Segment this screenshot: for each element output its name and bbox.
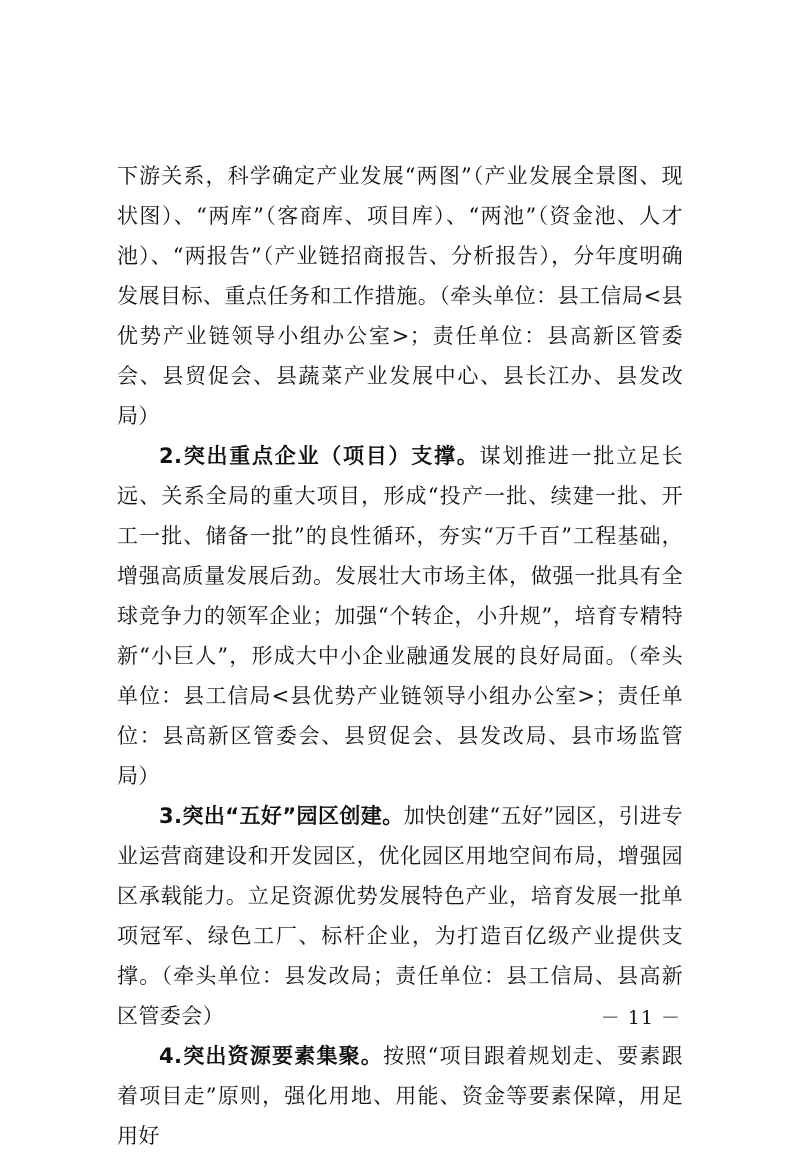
paragraph-text: 按照“项目跟着规划走、要素跟着项目走”原则，强化用地、用能、资金等要素保障，用足用好: [117, 1044, 683, 1148]
paragraph-heading: 4.突出资源要素集聚。: [159, 1044, 384, 1068]
paragraph-text: 谋划推进一批立足长远、关系全局的重大项目，形成“投产一批、续建一批、开工一批、储备一批”的良性循环，夯实“万千百”工程基础，增强高质量发展后劲。发展壮大市场主体，做强一批具有全球竞争力的领军企业；加强“个转企，小升规”，培育专精特新“小巨人”，形成大中小企业融通发展的良好局面。（牵头单位：县工信局<县优势产业链领导小组办公室>；责任单位：县高新区管委会、县贸促会、县发改局、县市场监管局）: [117, 444, 683, 788]
paragraph-heading: 2.突出重点企业（项目）支撑。: [159, 444, 480, 468]
body-text: [117, 156, 683, 1156]
paragraph-resource-factors: [117, 1036, 683, 1156]
paragraph-text: 下游关系，科学确定产业发展“两图”（产业发展全景图、现状图）、“两库”（客商库、项目库）、“两池”（资金池、人才池）、“两报告”（产业链招商报告、分析报告），分年度明确发展目标、重点任务和工作措施。（牵头单位：县工信局<县优势产业链领导小组办公室>；责任单位：县高新区管委会、县贸促会、县蔬菜产业发展中心、县长江办、县发改局）: [117, 164, 683, 428]
paragraph-continuation: [117, 156, 683, 436]
paragraph-key-enterprises: [117, 436, 683, 796]
paragraph-text: 加快创建“五好”园区，引进专业运营商建设和开发园区，优化园区用地空间布局，增强园区承载能力。立足资源优势发展特色产业，培育发展一批单项冠军、绿色工厂、标杆企业，为打造百亿级产业提供支撑。（牵头单位：县发改局；责任单位：县工信局、县高新区管委会）: [117, 804, 683, 1028]
page-number: － 11 －: [600, 1007, 681, 1029]
paragraph-heading: 3.突出“五好”园区创建。: [159, 804, 404, 828]
paragraph-five-good-parks: [117, 796, 683, 1036]
